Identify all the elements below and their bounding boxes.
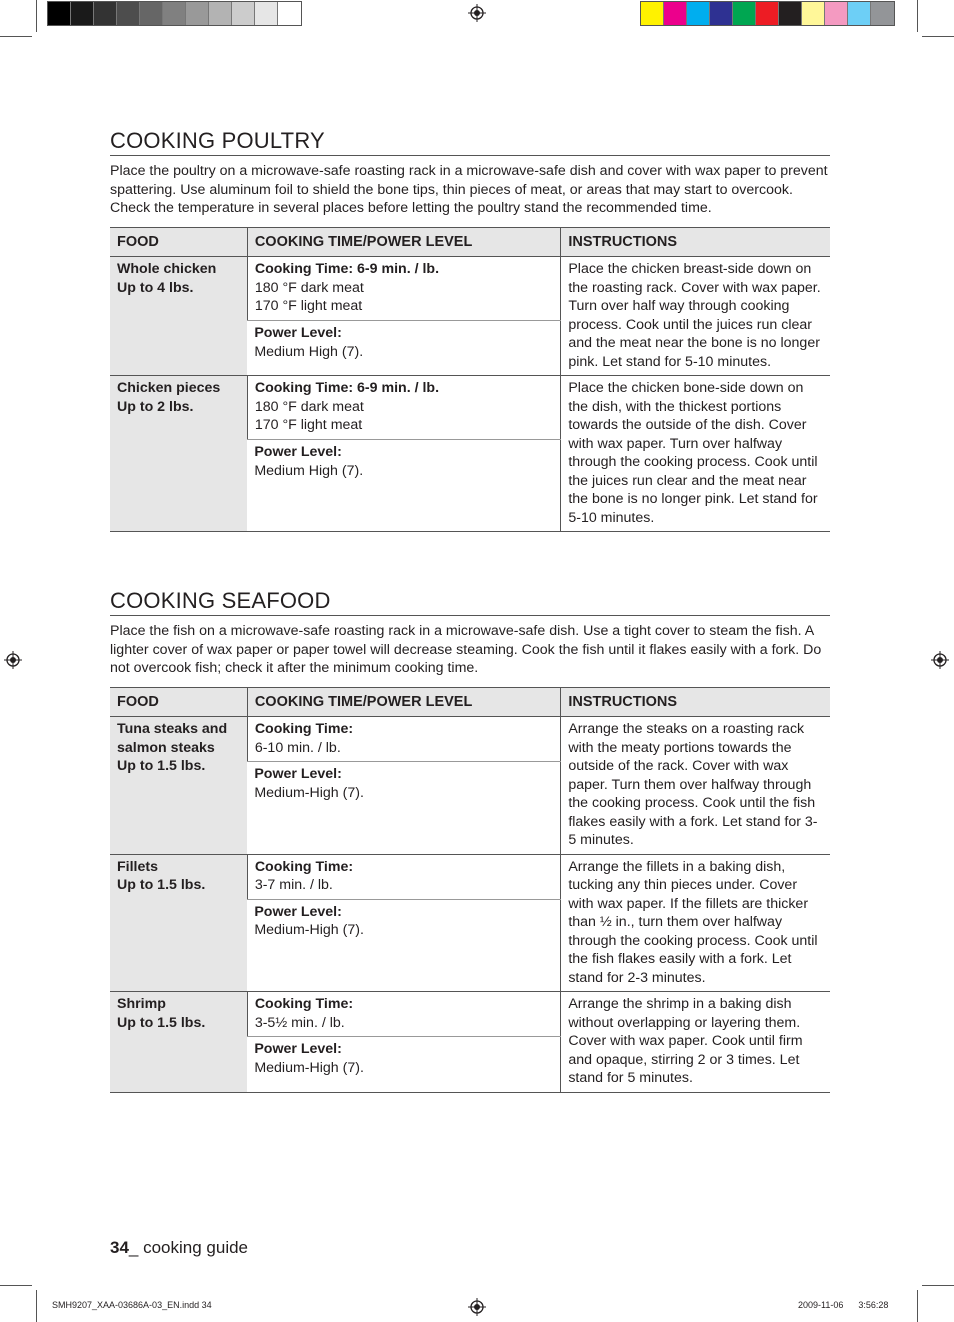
crop-mark (36, 0, 37, 32)
column-header-instructions: INSTRUCTIONS (561, 227, 830, 257)
power-level-cell (247, 321, 561, 376)
poultry-table (110, 227, 830, 533)
color-swatch (255, 2, 278, 25)
color-swatch (641, 2, 664, 25)
table-header-row (110, 687, 830, 717)
color-swatch (779, 2, 802, 25)
power-level-label: Power Level: (254, 1041, 342, 1057)
food-name: Shrimp (117, 996, 166, 1012)
color-swatch (710, 2, 733, 25)
crop-mark (917, 0, 918, 32)
cooking-time-value: 180 °F dark meat (254, 398, 364, 415)
table-row (110, 376, 830, 440)
color-swatch (664, 2, 687, 25)
cooking-time-cell (247, 257, 561, 321)
slug-timestamp: 2009-11-06 3:56:28 (798, 1300, 889, 1310)
cooking-time-label: Cooking Time: (254, 996, 354, 1012)
section-title-seafood: COOKING SEAFOOD (110, 588, 830, 616)
color-swatch (140, 2, 163, 25)
color-swatch (278, 2, 301, 25)
column-header-food: FOOD (110, 687, 247, 717)
color-swatch (848, 2, 871, 25)
food-cell (110, 717, 247, 855)
power-level-value: Medium-High (7). (254, 1059, 364, 1076)
table-header-row (110, 227, 830, 257)
power-level-label: Power Level: (254, 766, 342, 782)
color-swatch (802, 2, 825, 25)
power-level-cell (247, 1037, 561, 1093)
poultry-intro-paragraph-1: Place the poultry on a microwave-safe roasting rack in a microwave-safe dish and cover with wax paper to prevent spattering. Use aluminum foil to shield the bone tips, thin pieces of meat, or areas that may start to overcook. (110, 163, 828, 198)
food-weight: Up to 4 lbs. (117, 279, 194, 296)
color-swatch (232, 2, 255, 25)
cooking-time-cell (247, 992, 561, 1037)
food-weight: Up to 2 lbs. (117, 398, 194, 415)
cooking-time-label: Cooking Time: 6-9 min. / lb. (254, 380, 440, 396)
crop-mark (36, 1290, 37, 1322)
grayscale-color-bar (47, 1, 302, 26)
cooking-time-label: Cooking Time: 6-9 min. / lb. (254, 261, 440, 277)
cooking-time-cell (247, 376, 561, 440)
process-color-bar (640, 1, 895, 26)
power-level-value: Medium-High (7). (254, 784, 364, 801)
instructions-cell: Arrange the fillets in a baking dish, tucking any thin pieces under. Cover with wax paper. If the fillets are thicker than ½ in., turn them over halfway through the cooking process. Cook until the fish flakes easily with a fork. Let stand for 2-3 minutes. (561, 854, 830, 992)
registration-mark-icon (468, 1298, 486, 1316)
food-name: Chicken pieces (117, 380, 221, 396)
cooking-time-label: Cooking Time: (254, 858, 354, 875)
page-section-label: _ cooking guide (128, 1238, 249, 1257)
column-header-food: FOOD (110, 227, 247, 257)
seafood-intro: Place the fish on a microwave-safe roasting rack in a microwave-safe dish. Use a tight cover to steam the fish. A lighter cover of wax paper or paper towel will decrease steaming. Cook the fish until it flakes easily with a fork. Do not overcook fish; check it after the minimum cooking time. (110, 623, 822, 676)
food-weight: Up to 1.5 lbs. (117, 758, 206, 774)
food-name: Whole chicken (117, 261, 217, 277)
registration-mark-icon (931, 651, 949, 669)
power-level-cell (247, 899, 561, 992)
power-level-value: Medium High (7). (254, 462, 364, 479)
cooking-time-value: 6-10 min. / lb. (254, 739, 341, 756)
power-level-label: Power Level: (254, 444, 342, 460)
color-swatch (48, 2, 71, 25)
cooking-time-value: 170 °F light meat (254, 298, 363, 314)
food-cell (110, 376, 247, 532)
color-swatch (94, 2, 117, 25)
color-swatch (71, 2, 94, 25)
color-swatch (733, 2, 756, 25)
instructions-cell: Arrange the shrimp in a baking dish without overlapping or layering them. Cover with wax paper. Cook until firm and opaque, stirring 2 or 3 times. Let stand for 5 minutes. (561, 992, 830, 1093)
food-name: Fillets (117, 858, 158, 875)
color-swatch (871, 2, 894, 25)
instructions-cell: Place the chicken bone-side down on the dish, with the thickest portions towards the outside of the dish. Cover with wax paper. Turn over halfway through the cooking process. Cook until the juices run clear and the meat near the bone is no longer pink. Let stand for 5-10 minutes. (561, 376, 830, 532)
cooking-time-cell (247, 854, 561, 899)
section-title-poultry: COOKING POULTRY (110, 128, 830, 156)
power-level-label: Power Level: (254, 903, 342, 920)
color-swatch (209, 2, 232, 25)
instructions-cell: Arrange the steaks on a roasting rack with the meaty portions towards the outside of the rack. Cover with wax paper. Turn them over halfway through the cooking process. Cook until the fish flakes easily with a fork. Let stand for 3-5 minutes. (561, 717, 830, 855)
poultry-intro-paragraph-2: Check the temperature in several places before letting the poultry stand the recommended time. (110, 200, 712, 216)
registration-mark-icon (4, 651, 22, 669)
crop-mark (0, 36, 32, 37)
crop-mark (922, 36, 954, 37)
cooking-time-value: 3-7 min. / lb. (254, 877, 333, 893)
registration-mark-icon (468, 4, 486, 22)
power-level-cell (247, 440, 561, 532)
power-level-label: Power Level: (254, 325, 342, 341)
poultry-intro (110, 162, 830, 218)
table-row (110, 854, 830, 899)
cooking-time-label: Cooking Time: (254, 721, 354, 737)
power-level-value: Medium High (7). (254, 343, 364, 360)
crop-mark (0, 1285, 32, 1286)
food-name: Tuna steaks and salmon steaks (117, 721, 228, 756)
color-swatch (186, 2, 209, 25)
power-level-value: Medium-High (7). (254, 922, 364, 938)
color-swatch (117, 2, 140, 25)
food-cell (110, 257, 247, 376)
cooking-time-value: 3-5½ min. / lb. (254, 1014, 345, 1031)
food-cell (110, 992, 247, 1093)
page-footer (110, 1238, 248, 1258)
crop-mark (922, 1285, 954, 1286)
color-swatch (687, 2, 710, 25)
cooking-time-cell (247, 717, 561, 762)
column-header-cooking-time: COOKING TIME/POWER LEVEL (247, 227, 561, 257)
table-row (110, 257, 830, 321)
food-weight: Up to 1.5 lbs. (117, 1014, 206, 1031)
food-cell (110, 854, 247, 992)
color-swatch (825, 2, 848, 25)
crop-mark (917, 1290, 918, 1322)
column-header-cooking-time: COOKING TIME/POWER LEVEL (247, 687, 561, 717)
color-swatch (756, 2, 779, 25)
table-row (110, 717, 830, 762)
food-weight: Up to 1.5 lbs. (117, 877, 206, 893)
column-header-instructions: INSTRUCTIONS (561, 687, 830, 717)
page-number: 34 (110, 1238, 129, 1257)
instructions-cell: Place the chicken breast-side down on the roasting rack. Cover with wax paper. Turn over half way through cooking process. Cook until the juices run clear and the meat near the bone is no longer pink. Let stand for 5-10 minutes. (561, 257, 830, 376)
power-level-cell (247, 762, 561, 855)
color-swatch (163, 2, 186, 25)
slug-file-name: SMH9207_XAA-03686A-03_EN.indd 34 (52, 1300, 212, 1310)
seafood-section (110, 588, 830, 1093)
cooking-time-value: 170 °F light meat (254, 417, 363, 433)
cooking-time-value: 180 °F dark meat (254, 279, 364, 296)
poultry-section (110, 128, 830, 532)
seafood-table (110, 687, 830, 1093)
table-row (110, 992, 830, 1037)
